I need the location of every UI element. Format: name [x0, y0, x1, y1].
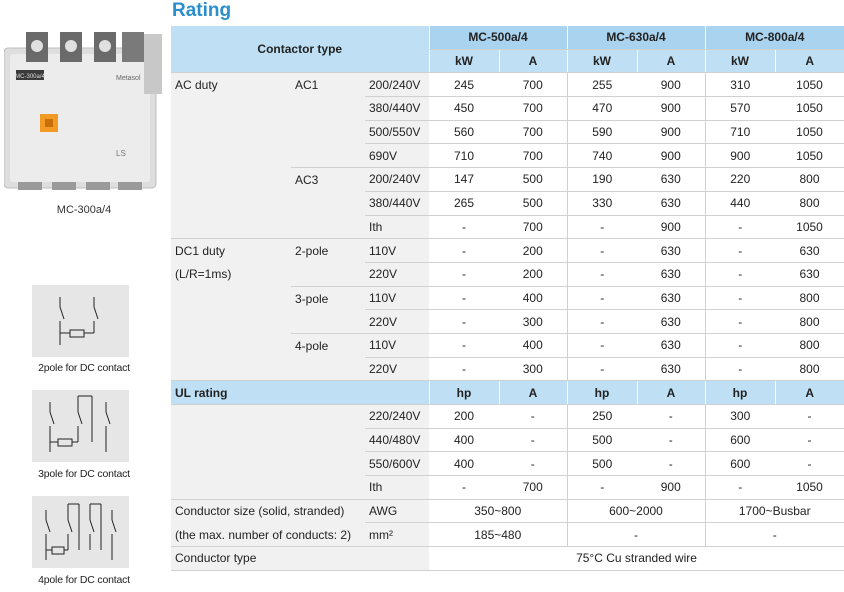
conductor-type-label: Conductor type — [171, 547, 429, 571]
unit-a: A — [499, 381, 567, 405]
value-cell: 740 — [567, 144, 637, 168]
value-cell: - — [429, 310, 499, 334]
awg-label: AWG — [365, 499, 429, 523]
header-row-models — [171, 26, 844, 49]
dc-3pole-caption: 3pole for DC contact — [38, 468, 130, 480]
dc1-duty-label: DC1 duty — [171, 239, 291, 263]
value-cell: 710 — [705, 120, 775, 144]
value-cell: 350~800 — [429, 499, 567, 523]
table-row — [171, 499, 844, 523]
value-cell: 900 — [637, 120, 705, 144]
value-cell: 630 — [637, 262, 705, 286]
value-cell: 630 — [775, 262, 844, 286]
model-500-header: MC-500a/4 — [429, 26, 567, 49]
value-cell: 330 — [567, 191, 637, 215]
model-800-header: MC-800a/4 — [705, 26, 844, 49]
value-cell: 600 — [705, 428, 775, 452]
value-cell: 630 — [637, 286, 705, 310]
value-cell: 800 — [775, 333, 844, 357]
value-cell: - — [705, 262, 775, 286]
value-cell: 630 — [637, 357, 705, 381]
pole-label: 4-pole — [291, 333, 365, 380]
unit-kw: kW — [567, 49, 637, 73]
unit-hp: hp — [567, 381, 637, 405]
value-cell: 265 — [429, 191, 499, 215]
value-cell: 200 — [499, 239, 567, 263]
table-row — [171, 73, 844, 97]
value-cell: 245 — [429, 73, 499, 97]
value-cell: 630 — [637, 333, 705, 357]
value-cell: - — [429, 476, 499, 500]
value-cell: 700 — [499, 120, 567, 144]
ac-duty-label: AC duty — [171, 73, 291, 239]
value-cell: 450 — [429, 97, 499, 121]
value-cell: - — [705, 333, 775, 357]
value-cell: 630 — [637, 168, 705, 192]
value-cell: - — [567, 310, 637, 334]
value-cell: - — [499, 405, 567, 429]
unit-a: A — [775, 49, 844, 73]
contact-wiring-icon — [32, 285, 129, 357]
voltage-cell: 110V — [365, 286, 429, 310]
product-caption: MC-300a/4 — [56, 204, 112, 216]
value-cell: 300 — [499, 357, 567, 381]
value-cell: 500 — [499, 191, 567, 215]
value-cell: 200 — [429, 405, 499, 429]
value-cell: 590 — [567, 120, 637, 144]
value-cell: - — [637, 452, 705, 476]
value-cell: 800 — [775, 357, 844, 381]
unit-a: A — [637, 49, 705, 73]
unit-hp: hp — [705, 381, 775, 405]
ac1-label: AC1 — [291, 73, 365, 168]
value-cell: - — [429, 286, 499, 310]
value-cell: - — [705, 476, 775, 500]
value-cell: - — [567, 239, 637, 263]
value-cell: - — [499, 452, 567, 476]
value-cell: 1700~Busbar — [705, 499, 844, 523]
table-row — [171, 547, 844, 571]
value-cell: 900 — [637, 144, 705, 168]
value-cell: - — [775, 452, 844, 476]
value-cell: 200 — [499, 262, 567, 286]
product-brand: Metasol — [116, 75, 141, 82]
value-cell: 630 — [637, 310, 705, 334]
value-cell: - — [705, 239, 775, 263]
voltage-cell: 380/440V — [365, 191, 429, 215]
conductor-type-value: 75°C Cu stranded wire — [429, 547, 844, 571]
value-cell: 1050 — [775, 120, 844, 144]
table-row — [171, 405, 844, 429]
value-cell: - — [567, 286, 637, 310]
value-cell: - — [775, 405, 844, 429]
voltage-cell: 440/480V — [365, 428, 429, 452]
value-cell: - — [705, 215, 775, 239]
product-label: MC-300a/4 — [15, 74, 45, 80]
table-row — [171, 239, 844, 263]
voltage-cell: 500/550V — [365, 120, 429, 144]
ul-rating-header-row — [171, 381, 844, 405]
value-cell: - — [429, 333, 499, 357]
dc-2pole-diagram — [32, 285, 129, 357]
dc-3pole-diagram — [32, 390, 129, 462]
value-cell: - — [567, 262, 637, 286]
value-cell: - — [429, 262, 499, 286]
voltage-cell: 220/240V — [365, 405, 429, 429]
value-cell: - — [705, 286, 775, 310]
voltage-cell: 380/440V — [365, 97, 429, 121]
unit-hp: hp — [429, 381, 499, 405]
value-cell: 500 — [567, 452, 637, 476]
contact-wiring-icon — [32, 390, 129, 462]
value-cell: 700 — [499, 476, 567, 500]
conductor-size-label: Conductor size (solid, stranded) — [171, 499, 365, 523]
value-cell: 800 — [775, 168, 844, 192]
value-cell: 300 — [705, 405, 775, 429]
product-logo: LS — [116, 149, 126, 158]
table-row — [171, 286, 844, 310]
value-cell: - — [499, 428, 567, 452]
value-cell: 400 — [499, 333, 567, 357]
page-title: Rating — [172, 0, 232, 21]
voltage-cell: 110V — [365, 239, 429, 263]
value-cell: - — [567, 333, 637, 357]
voltage-cell: Ith — [365, 476, 429, 500]
value-cell: 700 — [499, 97, 567, 121]
unit-a: A — [637, 381, 705, 405]
value-cell: 900 — [637, 476, 705, 500]
value-cell: 500 — [567, 428, 637, 452]
value-cell: - — [567, 357, 637, 381]
mm2-label: mm² — [365, 523, 429, 547]
value-cell: 800 — [775, 310, 844, 334]
value-cell: 700 — [499, 73, 567, 97]
table-row — [171, 523, 844, 547]
table-row — [171, 262, 844, 286]
value-cell: 710 — [429, 144, 499, 168]
value-cell: 400 — [429, 428, 499, 452]
value-cell: - — [567, 476, 637, 500]
model-630-header: MC-630a/4 — [567, 26, 705, 49]
value-cell: 310 — [705, 73, 775, 97]
contactor-type-header: Contactor type — [171, 26, 429, 73]
value-cell: 185~480 — [429, 523, 567, 547]
value-cell: - — [429, 357, 499, 381]
value-cell: - — [775, 428, 844, 452]
value-cell: 800 — [775, 286, 844, 310]
value-cell: 400 — [429, 452, 499, 476]
contact-wiring-icon — [32, 496, 129, 568]
value-cell: 630 — [637, 239, 705, 263]
value-cell: 630 — [637, 191, 705, 215]
value-cell: 147 — [429, 168, 499, 192]
value-cell: - — [567, 215, 637, 239]
value-cell: 900 — [637, 215, 705, 239]
voltage-cell: 110V — [365, 333, 429, 357]
value-cell: 700 — [499, 215, 567, 239]
value-cell: 900 — [705, 144, 775, 168]
pole-label: 3-pole — [291, 286, 365, 333]
value-cell: 220 — [705, 168, 775, 192]
value-cell: - — [705, 357, 775, 381]
voltage-cell: 220V — [365, 262, 429, 286]
dc-4pole-diagram — [32, 496, 129, 568]
dc1-blank — [171, 286, 291, 381]
value-cell: 800 — [775, 191, 844, 215]
value-cell: 600~2000 — [567, 499, 705, 523]
value-cell: 300 — [499, 310, 567, 334]
pole-label: 2-pole — [291, 239, 365, 286]
value-cell: 440 — [705, 191, 775, 215]
value-cell: 600 — [705, 452, 775, 476]
value-cell: - — [637, 405, 705, 429]
value-cell: 1050 — [775, 215, 844, 239]
value-cell: 190 — [567, 168, 637, 192]
value-cell: - — [705, 310, 775, 334]
value-cell: 1050 — [775, 73, 844, 97]
voltage-cell: 220V — [365, 310, 429, 334]
value-cell: 570 — [705, 97, 775, 121]
value-cell: 400 — [499, 286, 567, 310]
contactor-product-image — [4, 26, 164, 194]
voltage-cell: 550/600V — [365, 452, 429, 476]
rating-table — [171, 26, 844, 571]
dc-4pole-caption: 4pole for DC contact — [38, 574, 130, 586]
value-cell: 900 — [637, 97, 705, 121]
value-cell: 255 — [567, 73, 637, 97]
unit-a: A — [499, 49, 567, 73]
value-cell: 900 — [637, 73, 705, 97]
ul-blank — [171, 405, 365, 500]
ac3-label: AC3 — [291, 168, 365, 239]
value-cell: 470 — [567, 97, 637, 121]
conductor-note-label: (the max. number of conducts: 2) — [171, 523, 365, 547]
value-cell: 560 — [429, 120, 499, 144]
value-cell: 630 — [775, 239, 844, 263]
value-cell: - — [429, 239, 499, 263]
value-cell: 500 — [499, 168, 567, 192]
voltage-cell: 220V — [365, 357, 429, 381]
unit-a: A — [775, 381, 844, 405]
unit-kw: kW — [429, 49, 499, 73]
value-cell: - — [429, 215, 499, 239]
value-cell: 1050 — [775, 144, 844, 168]
voltage-cell: 200/240V — [365, 73, 429, 97]
value-cell: 1050 — [775, 97, 844, 121]
value-cell: 700 — [499, 144, 567, 168]
value-cell: 1050 — [775, 476, 844, 500]
voltage-cell: Ith — [365, 215, 429, 239]
voltage-cell: 690V — [365, 144, 429, 168]
value-cell: - — [637, 428, 705, 452]
dc-2pole-caption: 2pole for DC contact — [38, 362, 130, 374]
unit-kw: kW — [705, 49, 775, 73]
dc1-sub-label: (L/R=1ms) — [171, 262, 291, 286]
voltage-cell: 200/240V — [365, 168, 429, 192]
value-cell: 250 — [567, 405, 637, 429]
value-cell: - — [705, 523, 844, 547]
ul-rating-label: UL rating — [171, 381, 429, 405]
value-cell: - — [567, 523, 705, 547]
